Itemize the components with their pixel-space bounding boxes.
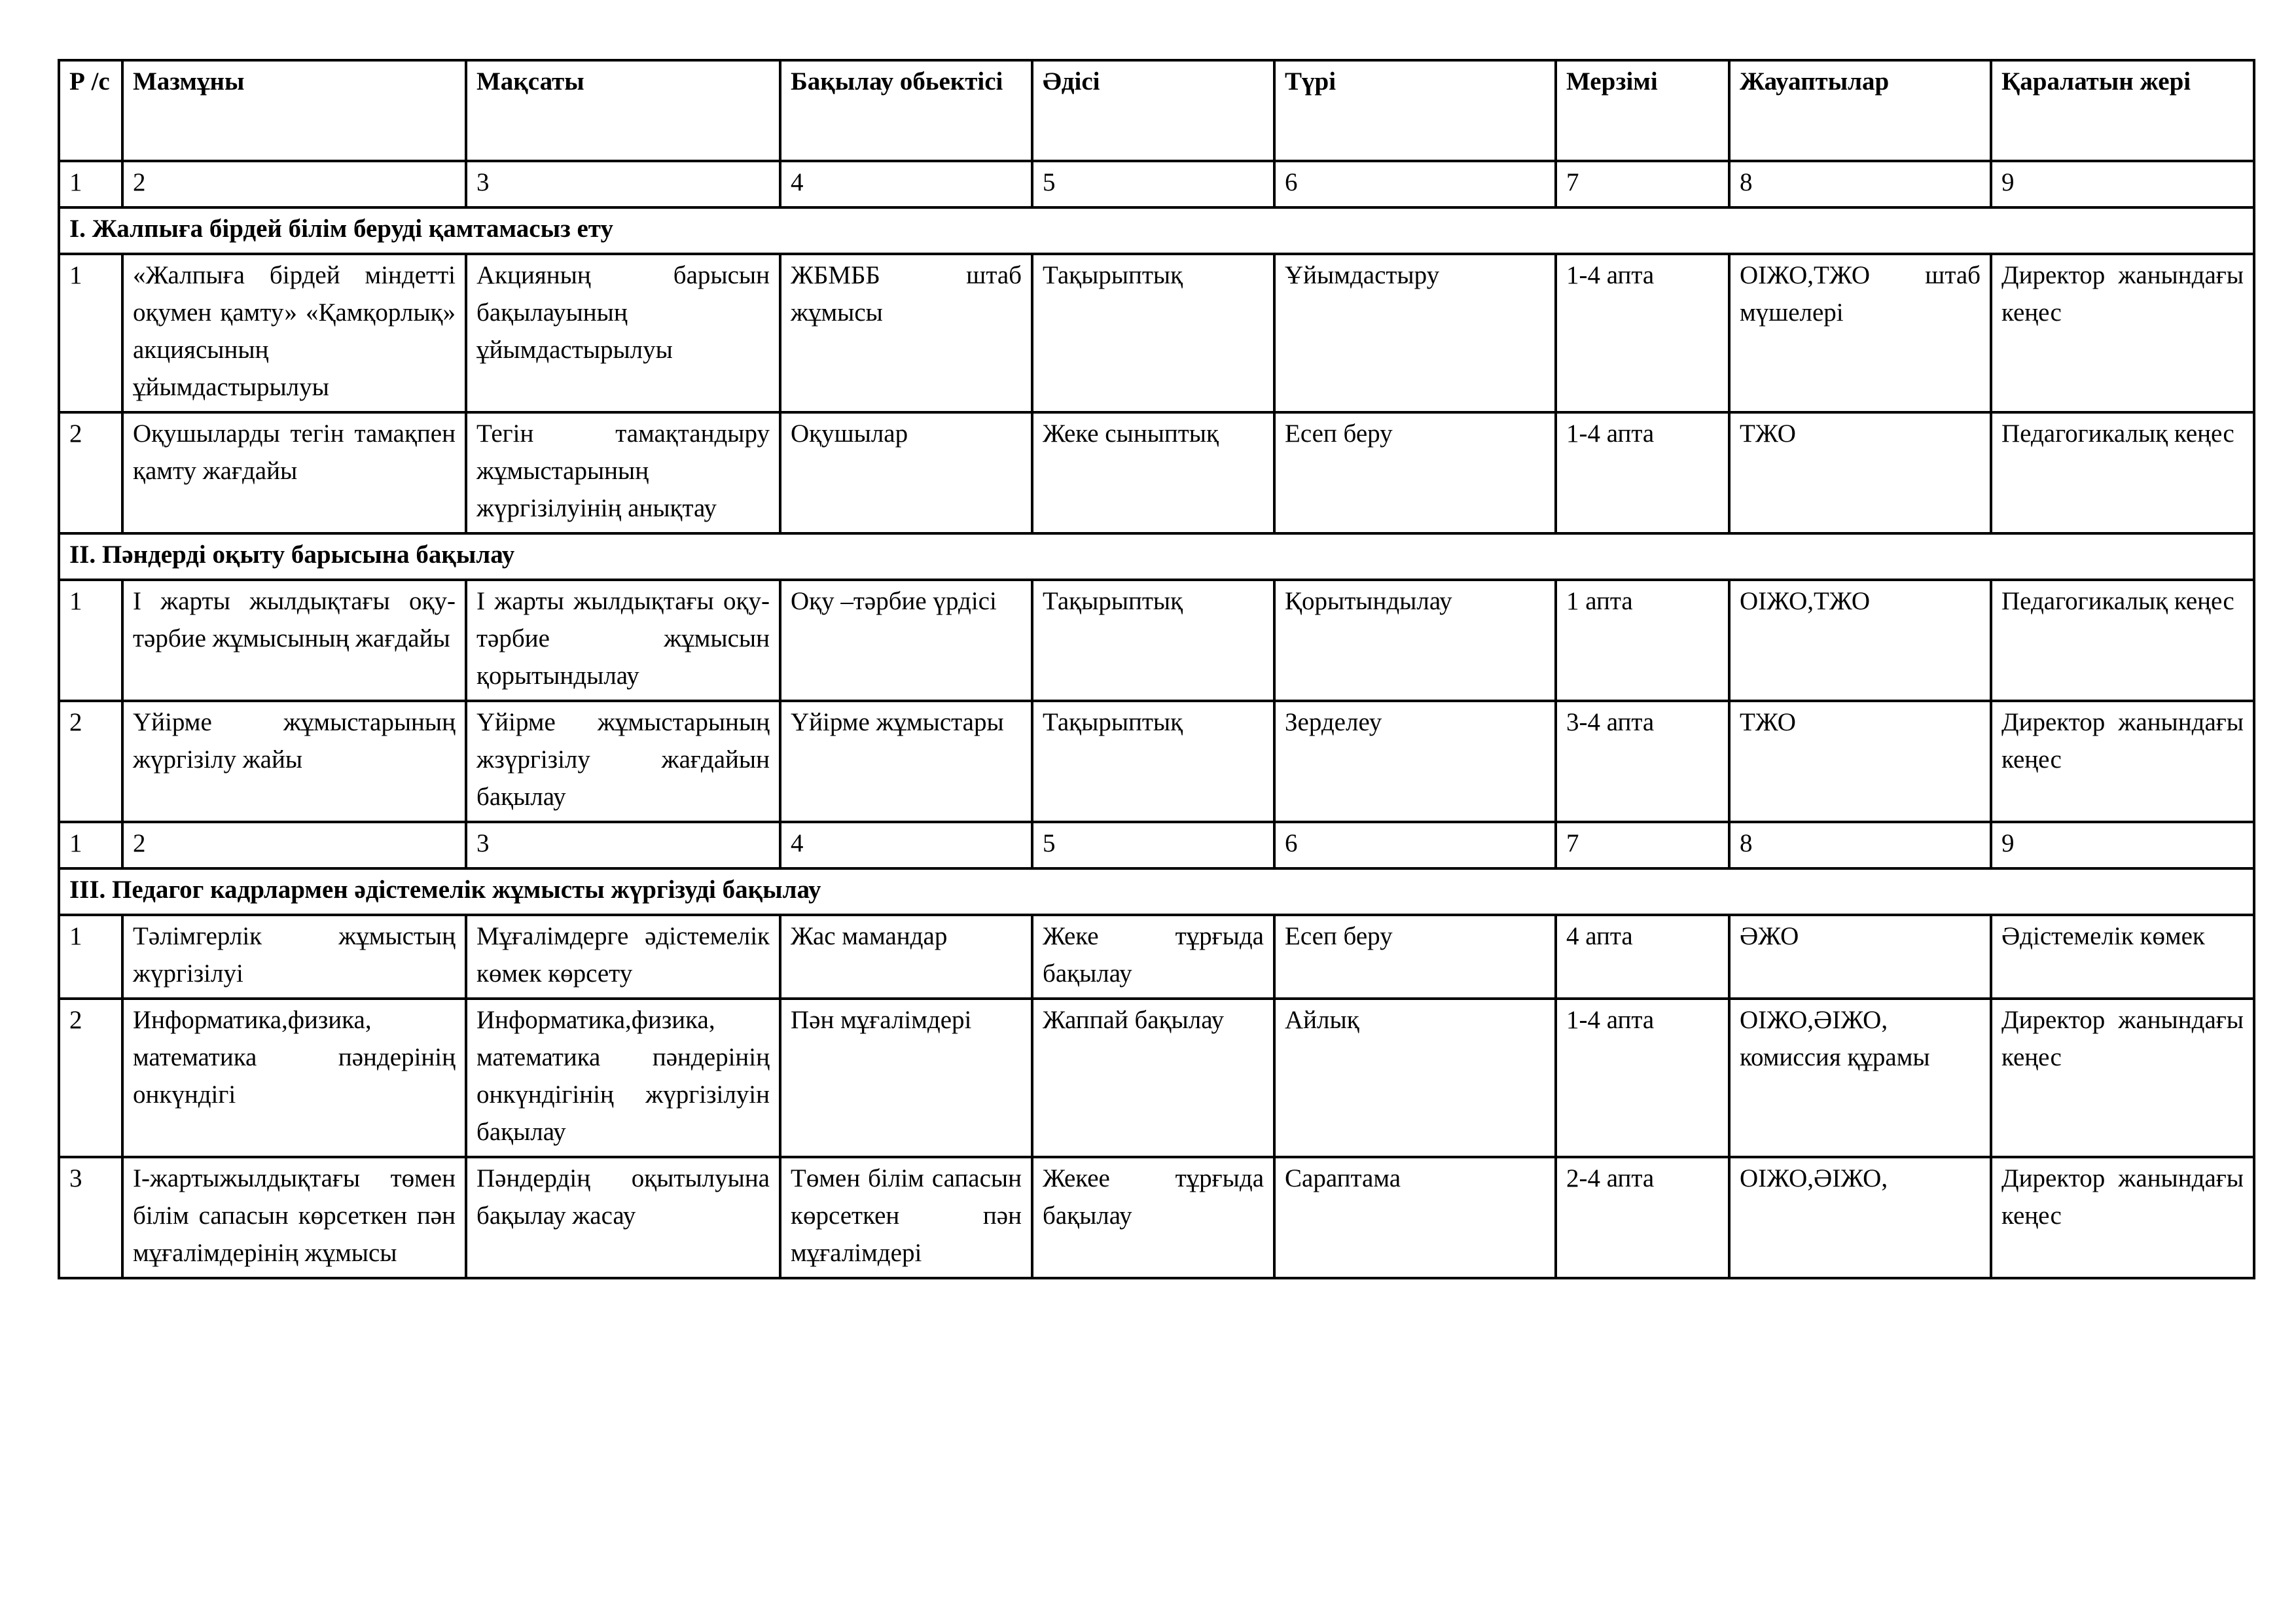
table-cell: Жекее тұрғыда бақылау (1032, 1157, 1274, 1278)
table-row-section (59, 868, 2254, 915)
table-row-data (59, 254, 2254, 412)
table-cell: 1 (59, 915, 122, 999)
table-cell: 5 (1032, 161, 1274, 207)
table-cell: 1 (59, 580, 122, 701)
table-cell: ОІЖО,ТЖО штаб мүшелері (1729, 254, 1991, 412)
table-cell: Сараптама (1274, 1157, 1556, 1278)
table-cell: Педагогикалық кеңес (1991, 412, 2254, 533)
table-cell: Қорытындылау (1274, 580, 1556, 701)
table-cell: 4 апта (1556, 915, 1729, 999)
table-cell: 2 (122, 161, 466, 207)
section-title: II. Пәндерді оқыту барысына бақылау (59, 533, 2254, 580)
column-header: Қаралатын жері (1991, 60, 2254, 161)
table-cell: 3 (466, 822, 780, 868)
table-cell: Айлық (1274, 999, 1556, 1157)
table-cell: 1 (59, 822, 122, 868)
section-title: III. Педагог кадрлармен әдістемелік жұмысты жүргізуді бақылау (59, 868, 2254, 915)
table-cell: Үйірме жұмыстарының жүргізілу жайы (122, 701, 466, 822)
table-cell: Информатика,физика, математика пәндерінің онкүндігі (122, 999, 466, 1157)
table-cell: 9 (1991, 161, 2254, 207)
table-cell: Зерделеу (1274, 701, 1556, 822)
control-plan-table (58, 59, 2255, 1279)
table-row-data (59, 1157, 2254, 1278)
table-cell: Ұйымдастыру (1274, 254, 1556, 412)
column-header: Бақылау обьектісі (780, 60, 1032, 161)
column-header: Р /с (59, 60, 122, 161)
table-row-data (59, 999, 2254, 1157)
column-header: Түрі (1274, 60, 1556, 161)
table-cell: 3-4 апта (1556, 701, 1729, 822)
table-cell: 1-4 апта (1556, 999, 1729, 1157)
section-title: I. Жалпыға бірдей білім беруді қамтамасыз ету (59, 207, 2254, 254)
table-row-section (59, 207, 2254, 254)
table-cell: Мұғалімдерге әдістемелік көмек көрсету (466, 915, 780, 999)
table-cell: Акцияның барысын бақылауының ұйымдастырылуы (466, 254, 780, 412)
table-body (59, 60, 2254, 1278)
table-cell: 2 (59, 999, 122, 1157)
column-header: Мақсаты (466, 60, 780, 161)
table-cell: ОІЖО,ӘІЖО, (1729, 1157, 1991, 1278)
table-cell: 7 (1556, 161, 1729, 207)
table-cell: Тақырыптық (1032, 580, 1274, 701)
table-cell: 4 (780, 161, 1032, 207)
table-cell: Жас мамандар (780, 915, 1032, 999)
table-row-data (59, 915, 2254, 999)
table-cell: Тегін тамақтандыру жұмыстарының жүргізілуінің анықтау (466, 412, 780, 533)
table-cell: 7 (1556, 822, 1729, 868)
table-row-numbers (59, 822, 2254, 868)
table-row-data (59, 412, 2254, 533)
table-cell: Әдістемелік көмек (1991, 915, 2254, 999)
table-cell: Педагогикалық кеңес (1991, 580, 2254, 701)
table-cell: Тақырыптық (1032, 254, 1274, 412)
table-row-data (59, 701, 2254, 822)
table-cell: 5 (1032, 822, 1274, 868)
table-row-section (59, 533, 2254, 580)
table-cell: Информатика,физика, математика пәндерінің онкүндігінің жүргізілуін бақылау (466, 999, 780, 1157)
table-cell: 9 (1991, 822, 2254, 868)
table-cell: 8 (1729, 161, 1991, 207)
table-cell: Оқушылар (780, 412, 1032, 533)
table-cell: Төмен білім сапасын көрсеткен пән мұғалімдері (780, 1157, 1032, 1278)
column-header: Мазмұны (122, 60, 466, 161)
table-cell: Директор жанындағы кеңес (1991, 254, 2254, 412)
table-row-numbers (59, 161, 2254, 207)
column-header: Мерзімі (1556, 60, 1729, 161)
table-cell: 1-4 апта (1556, 412, 1729, 533)
table-cell: Есеп беру (1274, 412, 1556, 533)
table-cell: 6 (1274, 161, 1556, 207)
table-cell: Директор жанындағы кеңес (1991, 1157, 2254, 1278)
table-cell: «Жалпыға бірдей міндетті оқумен қамту» «Қамқорлық» акциясының ұйымдастырылуы (122, 254, 466, 412)
table-cell: Директор жанындағы кеңес (1991, 701, 2254, 822)
table-cell: 8 (1729, 822, 1991, 868)
table-cell: 2 (122, 822, 466, 868)
table-cell: Жаппай бақылау (1032, 999, 1274, 1157)
table-cell: ОІЖО,ТЖО (1729, 580, 1991, 701)
table-cell: І жарты жылдықтағы оқу-тәрбие жұмысының жағдайы (122, 580, 466, 701)
column-header: Әдісі (1032, 60, 1274, 161)
table-cell: 1 (59, 254, 122, 412)
table-cell: ТЖО (1729, 412, 1991, 533)
table-cell: 1 апта (1556, 580, 1729, 701)
table-cell: Есеп беру (1274, 915, 1556, 999)
table-cell: 2 (59, 701, 122, 822)
table-cell: 3 (466, 161, 780, 207)
table-cell: Тақырыптық (1032, 701, 1274, 822)
table-cell: 1-4 апта (1556, 254, 1729, 412)
table-cell: 2-4 апта (1556, 1157, 1729, 1278)
table-cell: ӘЖО (1729, 915, 1991, 999)
table-row-columns (59, 60, 2254, 161)
table-cell: Жеке сыныптық (1032, 412, 1274, 533)
table-cell: 4 (780, 822, 1032, 868)
table-cell: Жеке тұрғыда бақылау (1032, 915, 1274, 999)
table-cell: 1 (59, 161, 122, 207)
table-cell: Директор жанындағы кеңес (1991, 999, 2254, 1157)
table-cell: Үйірме жұмыстары (780, 701, 1032, 822)
table-cell: І жарты жылдықтағы оқу-тәрбие жұмысын қорытындылау (466, 580, 780, 701)
table-cell: Үйірме жұмыстарының жзүргізілу жағдайын бақылау (466, 701, 780, 822)
table-cell: ОІЖО,ӘІЖО, комиссия құрамы (1729, 999, 1991, 1157)
table-cell: ЖБМББ штаб жұмысы (780, 254, 1032, 412)
table-cell: Тәлімгерлік жұмыстың жүргізілуі (122, 915, 466, 999)
table-cell: 3 (59, 1157, 122, 1278)
column-header: Жауаптылар (1729, 60, 1991, 161)
table-cell: Пәндердің оқытылуына бақылау жасау (466, 1157, 780, 1278)
table-cell: 6 (1274, 822, 1556, 868)
table-cell: І-жартыжылдықтағы төмен білім сапасын көрсеткен пән мұғалімдерінің жұмысы (122, 1157, 466, 1278)
table-cell: ТЖО (1729, 701, 1991, 822)
table-cell: Пән мұғалімдері (780, 999, 1032, 1157)
table-cell: Оқу –тәрбие үрдісі (780, 580, 1032, 701)
table-cell: 2 (59, 412, 122, 533)
table-cell: Оқушыларды тегін тамақпен қамту жағдайы (122, 412, 466, 533)
table-row-data (59, 580, 2254, 701)
